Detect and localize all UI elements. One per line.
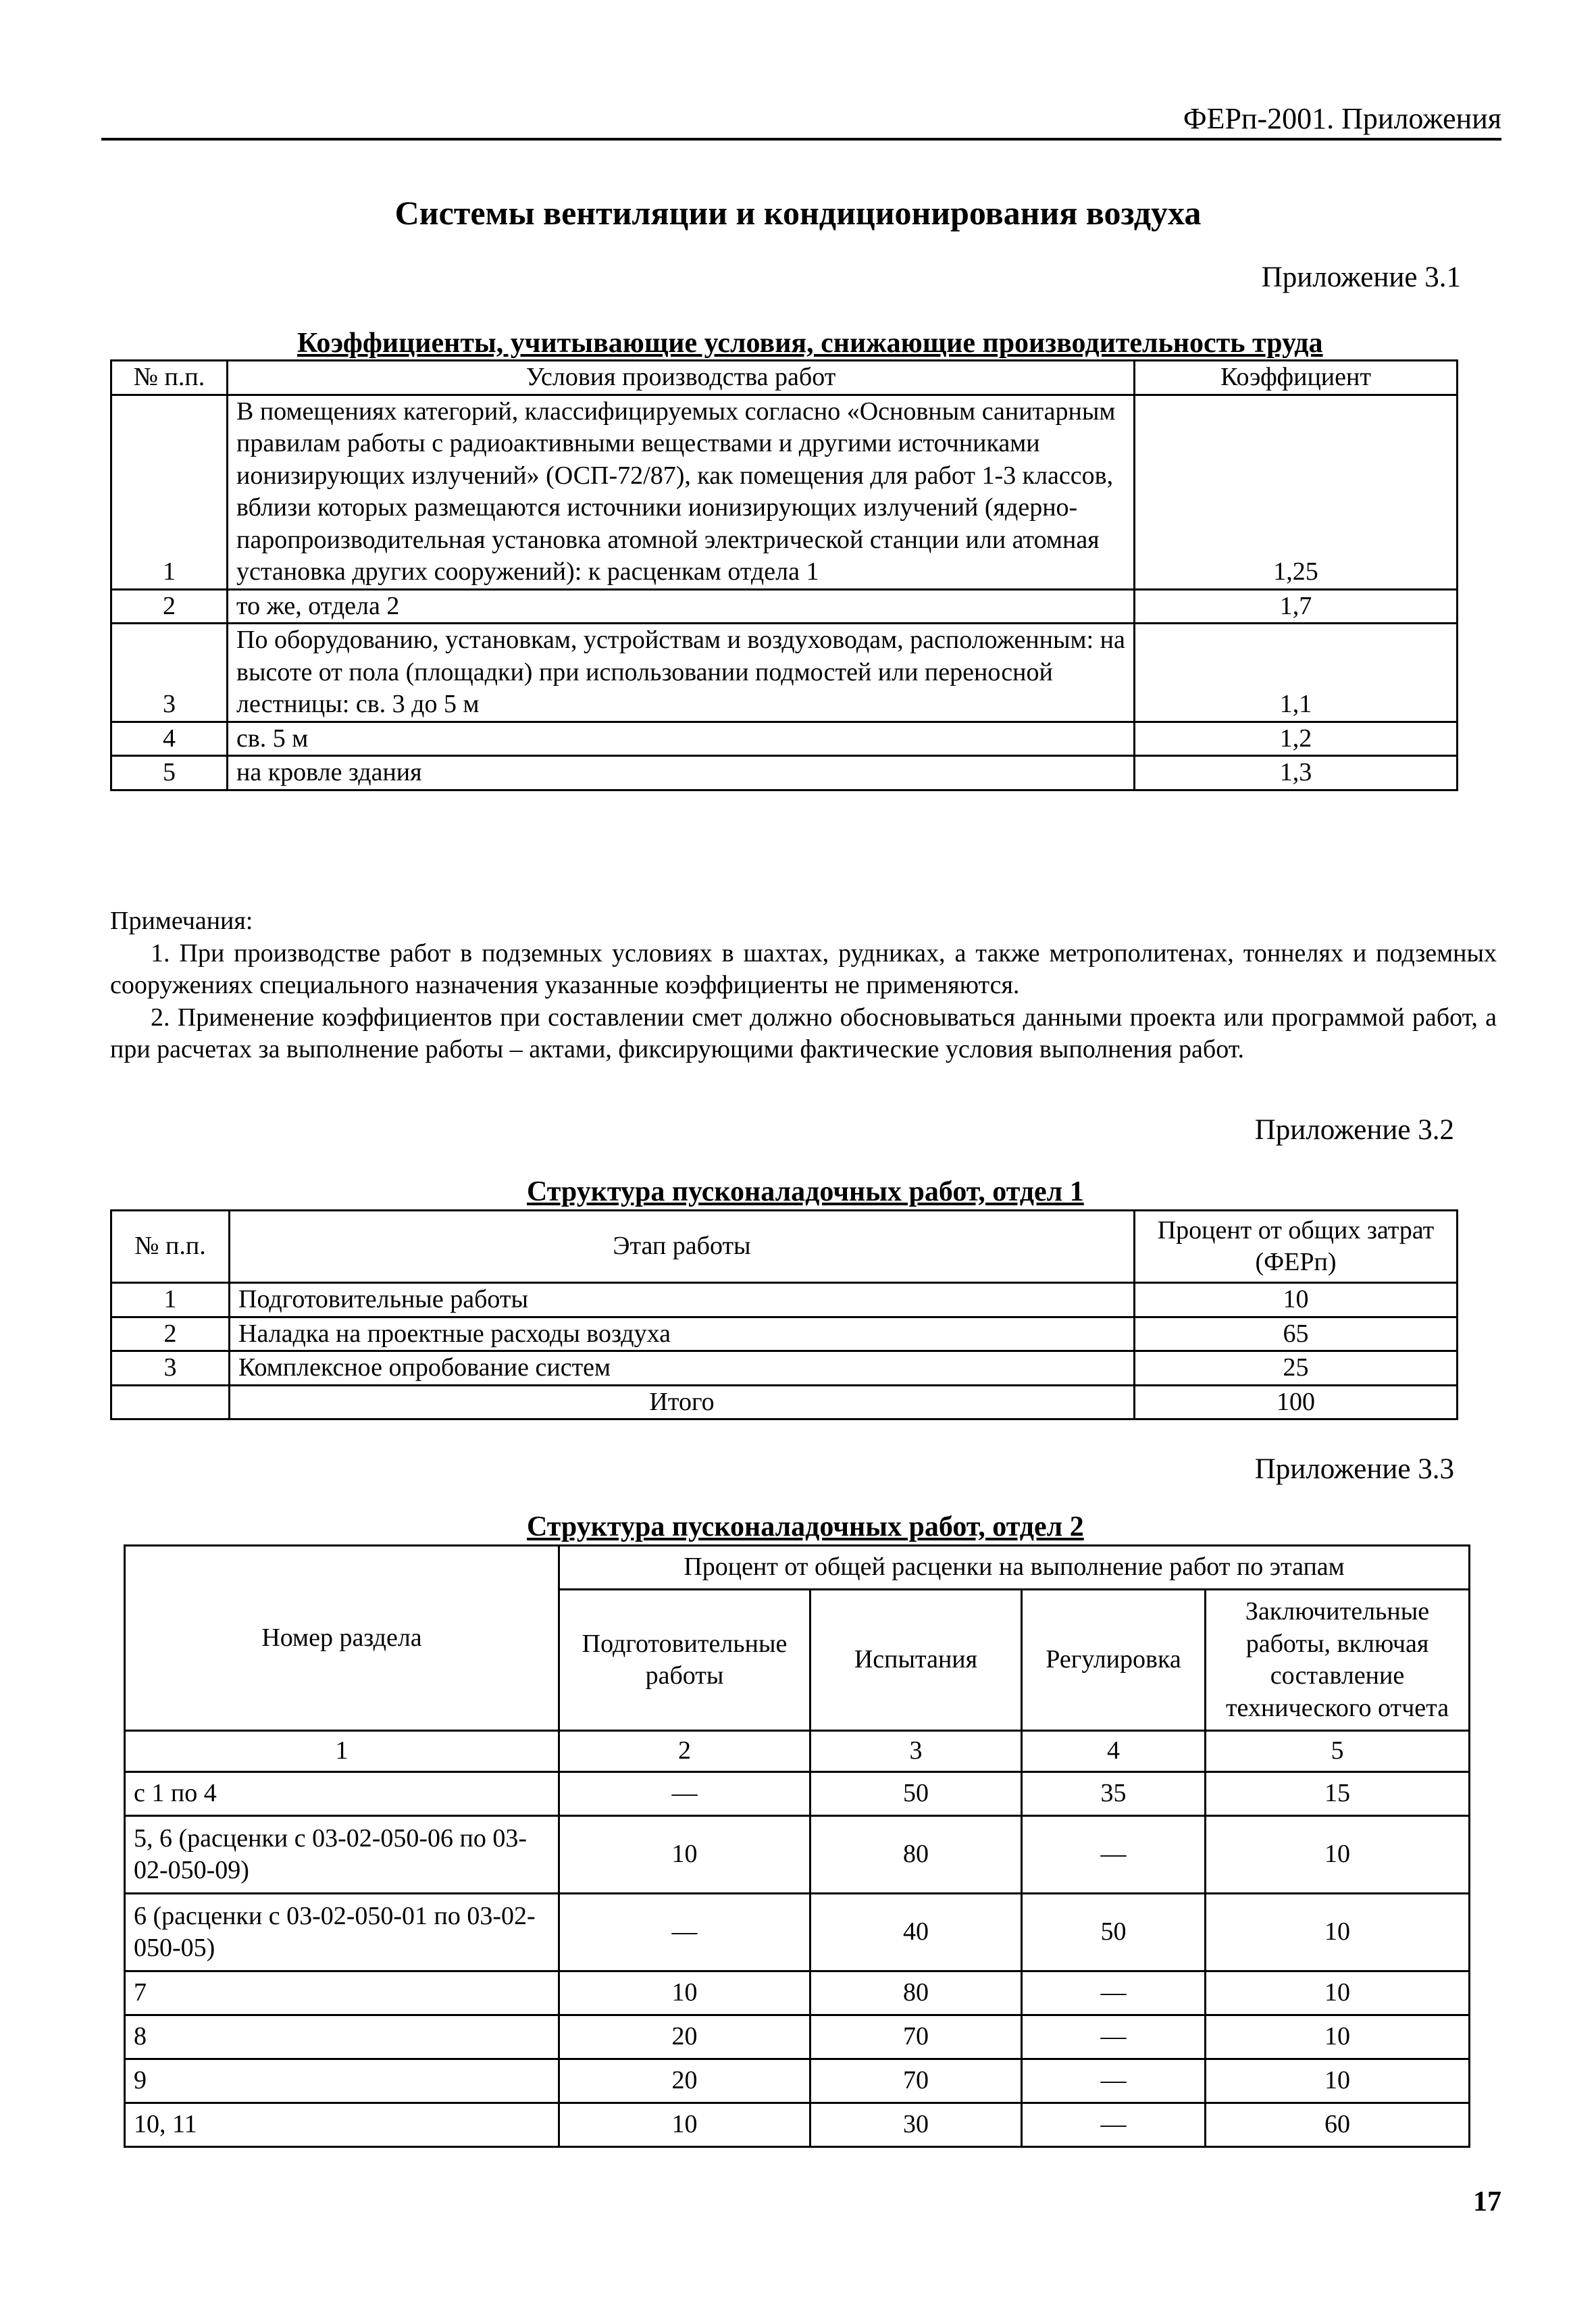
appendix-3-2-label: Приложение 3.2 xyxy=(1254,1114,1454,1146)
column-header-coefficient: Коэффициент xyxy=(1135,361,1458,395)
row-section: 5, 6 (расценки с 03-02-050-06 по 03-02-050-09) xyxy=(125,1816,559,1894)
table-row xyxy=(125,2015,1470,2059)
row-coefficient: 1,25 xyxy=(1135,395,1458,589)
row-number: 3 xyxy=(111,1351,230,1386)
column-number: 1 xyxy=(125,1731,559,1772)
notes-heading: Примечания: xyxy=(110,907,253,935)
table-total-row xyxy=(111,1385,1458,1419)
table-header-row xyxy=(111,1211,1458,1283)
table-2-caption: Структура пусконаладочных работ, отдел 1 xyxy=(527,1176,1084,1207)
table-row xyxy=(111,722,1458,756)
row-conditions: то же, отдела 2 xyxy=(228,589,1135,624)
row-coefficient: 1,1 xyxy=(1135,624,1458,722)
column-header-testing: Испытания xyxy=(810,1590,1022,1731)
row-section: с 1 по 4 xyxy=(125,1772,559,1816)
notes xyxy=(110,905,1497,1066)
row-testing: 70 xyxy=(810,2059,1022,2103)
row-regulation: — xyxy=(1022,1971,1206,2015)
total-percent: 100 xyxy=(1135,1385,1458,1419)
row-testing: 30 xyxy=(810,2103,1022,2147)
table-row xyxy=(111,1317,1458,1351)
row-coefficient: 1,7 xyxy=(1135,589,1458,624)
row-final-works: 10 xyxy=(1206,1816,1470,1894)
row-final-works: 10 xyxy=(1206,1894,1470,1971)
total-label: Итого xyxy=(230,1385,1135,1419)
row-final-works: 10 xyxy=(1206,2059,1470,2103)
note-item: 2. Применение коэффициентов при составлении смет должно обосновываться данными проекта или программой работ, а при расчетах за выполнение работы – актами, фиксирующими фактические условия выполнения работ. xyxy=(110,1003,1497,1063)
column-number: 3 xyxy=(810,1731,1022,1772)
row-stage: Подготовительные работы xyxy=(230,1283,1135,1317)
row-conditions: В помещениях категорий, классифицируемых согласно «Основным санитарным правилам работы с радиоактивными веществами и другими источниками ионизирующих излучений» (ОСП-72/87), как помещения для работ 1-3 классов, вблизи которых размещаются источники ионизирующих излучений (ядерно-паропроизводительная установка атомной электрической станции или атомная установка других сооружений): к расценкам отдела 1 xyxy=(228,395,1135,589)
column-header-section: Номер раздела xyxy=(125,1546,559,1731)
column-number: 2 xyxy=(559,1731,810,1772)
column-header-number: № п.п. xyxy=(111,1211,230,1283)
table-row xyxy=(111,395,1458,589)
column-header-final-works: Заключительные работы, включая составление технического отчета xyxy=(1206,1590,1470,1731)
row-conditions: на кровле здания xyxy=(228,756,1135,790)
table-row xyxy=(125,2103,1470,2147)
page-title: Системы вентиляции и кондиционирования воздуха xyxy=(394,194,1202,232)
column-number: 4 xyxy=(1022,1731,1206,1772)
row-section: 10, 11 xyxy=(125,2103,559,2147)
row-percent: 65 xyxy=(1135,1317,1458,1351)
row-number: 4 xyxy=(111,722,228,756)
row-section: 7 xyxy=(125,1971,559,2015)
row-regulation: 50 xyxy=(1022,1894,1206,1971)
running-header: ФЕРп-2001. Приложения xyxy=(1183,102,1501,135)
page-number: 17 xyxy=(1473,2186,1501,2217)
column-number: 5 xyxy=(1206,1731,1470,1772)
row-number: 3 xyxy=(111,624,228,722)
row-regulation: — xyxy=(1022,1816,1206,1894)
note-item: 1. При производстве работ в подземных условиях в шахтах, рудниках, а также метрополитенах, тоннелях и подземных сооружениях специального назначения указанные коэффициенты не применяются. xyxy=(110,938,1497,999)
row-section: 8 xyxy=(125,2015,559,2059)
row-number: 2 xyxy=(111,589,228,624)
column-group-header: Процент от общей расценки на выполнение работ по этапам xyxy=(559,1546,1470,1590)
table-row xyxy=(111,624,1458,722)
row-percent: 25 xyxy=(1135,1351,1458,1386)
row-preparatory: 20 xyxy=(559,2059,810,2103)
row-preparatory: 10 xyxy=(559,1971,810,2015)
row-final-works: 10 xyxy=(1206,1971,1470,2015)
row-number: 2 xyxy=(111,1317,230,1351)
row-regulation: — xyxy=(1022,2015,1206,2059)
row-testing: 80 xyxy=(810,1816,1022,1894)
row-preparatory: 10 xyxy=(559,2103,810,2147)
row-regulation: 35 xyxy=(1022,1772,1206,1816)
row-stage: Комплексное опробование систем xyxy=(230,1351,1135,1386)
commissioning-structure-table-2 xyxy=(124,1544,1470,2148)
table-row xyxy=(125,2059,1470,2103)
row-testing: 40 xyxy=(810,1894,1022,1971)
table-group-header-row xyxy=(125,1546,1470,1590)
row-number: 1 xyxy=(111,395,228,589)
row-stage: Наладка на проектные расходы воздуха xyxy=(230,1317,1135,1351)
table-row xyxy=(111,589,1458,624)
row-final-works: 10 xyxy=(1206,2015,1470,2059)
column-header-percent: Процент от общих затрат (ФЕРп) xyxy=(1135,1211,1458,1283)
row-conditions: св. 5 м xyxy=(228,722,1135,756)
column-header-number: № п.п. xyxy=(111,361,228,395)
row-preparatory: — xyxy=(559,1894,810,1971)
header-rule xyxy=(101,138,1501,141)
column-header-conditions: Условия производства работ xyxy=(228,361,1135,395)
row-preparatory: 10 xyxy=(559,1816,810,1894)
row-coefficient: 1,3 xyxy=(1135,756,1458,790)
total-empty-cell xyxy=(111,1385,230,1419)
row-percent: 10 xyxy=(1135,1283,1458,1317)
table-row xyxy=(111,1283,1458,1317)
row-final-works: 15 xyxy=(1206,1772,1470,1816)
coefficients-table xyxy=(110,359,1458,791)
appendix-3-1-label: Приложение 3.1 xyxy=(1261,261,1461,293)
table-row xyxy=(125,1971,1470,2015)
column-header-preparatory: Подготовительные работы xyxy=(559,1590,810,1731)
row-preparatory: — xyxy=(559,1772,810,1816)
appendix-3-3-label: Приложение 3.3 xyxy=(1254,1453,1454,1485)
commissioning-structure-table-1 xyxy=(110,1209,1458,1420)
table-1-caption: Коэффициенты, учитывающие условия, снижающие производительность труда xyxy=(297,328,1323,359)
row-number: 1 xyxy=(111,1283,230,1317)
row-section: 6 (расценки с 03-02-050-01 по 03-02-050-05) xyxy=(125,1894,559,1971)
table-row xyxy=(125,1772,1470,1816)
table-row xyxy=(125,1894,1470,1971)
table-row xyxy=(111,756,1458,790)
row-preparatory: 20 xyxy=(559,2015,810,2059)
row-coefficient: 1,2 xyxy=(1135,722,1458,756)
row-testing: 50 xyxy=(810,1772,1022,1816)
table-header-row xyxy=(111,361,1458,395)
column-header-regulation: Регулировка xyxy=(1022,1590,1206,1731)
column-header-stage: Этап работы xyxy=(230,1211,1135,1283)
row-testing: 80 xyxy=(810,1971,1022,2015)
row-section: 9 xyxy=(125,2059,559,2103)
row-regulation: — xyxy=(1022,2103,1206,2147)
row-number: 5 xyxy=(111,756,228,790)
row-regulation: — xyxy=(1022,2059,1206,2103)
table-row xyxy=(111,1351,1458,1386)
row-final-works: 60 xyxy=(1206,2103,1470,2147)
table-3-caption: Структура пусконаладочных работ, отдел 2 xyxy=(527,1511,1084,1542)
column-number-row xyxy=(125,1731,1470,1772)
row-conditions: По оборудованию, установкам, устройствам и воздуховодам, расположенным: на высоте от пола (площадки) при использовании подмостей или переносной лестницы: св. 3 до 5 м xyxy=(228,624,1135,722)
table-row xyxy=(125,1816,1470,1894)
row-testing: 70 xyxy=(810,2015,1022,2059)
